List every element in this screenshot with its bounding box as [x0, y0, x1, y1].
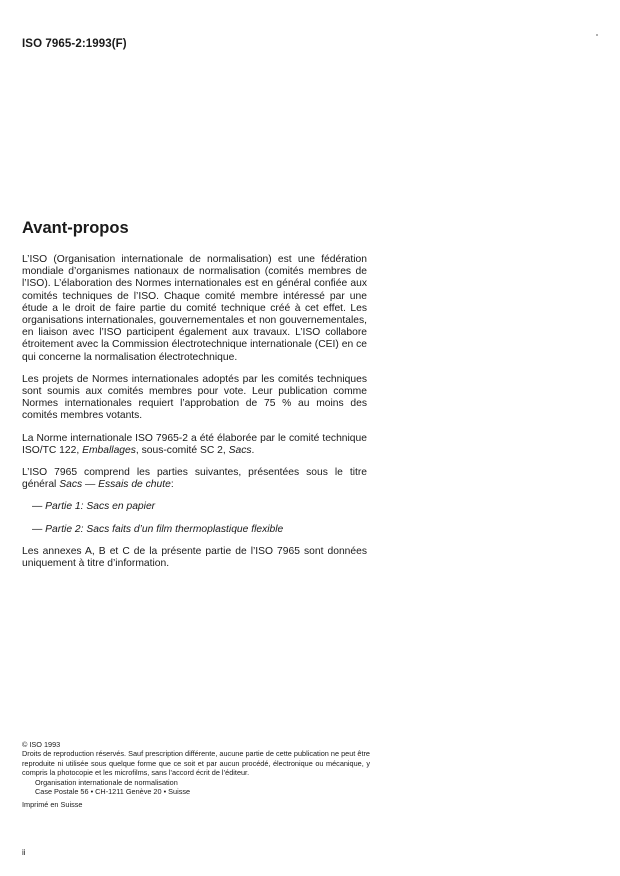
paragraph-draft-standards: Les projets de Normes internationales adoptés par les comités techniques sont soumis aux comités membres pour vote. Leur publication comme Normes internationales requiert l’approbation de 75 % au moins des comités membres votants. [22, 373, 367, 422]
paragraph-technical-committee [22, 433, 367, 457]
copyright-block [22, 740, 370, 810]
page-number: ii [22, 848, 26, 857]
foreword-body [22, 254, 367, 580]
p3-sacs: Sacs [228, 444, 252, 456]
paragraph-annexes: Les annexes A, B et C de la présente partie de l’ISO 7965 sont données uniquement à titre d’information. [22, 545, 367, 570]
list-dash: — [32, 523, 43, 535]
paragraph-iso-organisation: L’ISO (Organisation internationale de normalisation) est une fédération mondiale d’organismes nationaux de normalisation (comités membres de l’ISO). L’élaboration des Normes internationales est en général confiée aux comités techniques de l’ISO. Chaque comité membre intéressé par une étude a le droit de faire partie du comité technique créé à cet effet. Les organisations internationales, gouvernementales et non gouvernementales, en liaison avec l’ISO participent également aux travaux. L’ISO collabore étroitement avec la Commission électrotechnique internationale (CEI) en ce qui concerne la normalisation électrotechnique. [22, 254, 367, 363]
part-2-title: Sacs faits d’un film thermoplastique flexible [86, 523, 284, 535]
p4-general-title: Sacs — Essais de chute [59, 479, 171, 491]
printed-in: Imprimé en Suisse [22, 800, 83, 810]
p3-emballages: Emballages [82, 444, 136, 456]
part-1-title: Sacs en papier [86, 501, 156, 513]
document-id: ISO 7965-2:1993(F) [22, 38, 127, 50]
p3-text-e: . [251, 444, 255, 456]
copyright-notice: Droits de reproduction réservés. Sauf prescription différente, aucune partie de cette publication ne peut être reproduite ni utilisée sous quelque forme que ce soit et par aucun procédé, électronique ou mécanique, y compris la photocopie et les microfilms, sans l’accord écrit de l’éditeur. [22, 749, 370, 778]
organisation-name: Organisation internationale de normalisation [35, 777, 178, 787]
list-dash: — [32, 501, 43, 513]
paragraph-parts-intro [22, 467, 367, 491]
p4-text-a: L’ISO 7965 comprend les parties suivantes, présentées sous le titre général [22, 467, 367, 491]
list-item-part-2 [22, 524, 367, 536]
part-2-prefix: Partie 2: [45, 523, 84, 535]
part-1-prefix: Partie 1: [45, 501, 84, 513]
list-item-part-1 [22, 501, 367, 513]
p3-text-a: La Norme internationale ISO 7965-2 a été élaborée par le comité technique ISO/TC 122, [22, 432, 367, 456]
corner-mark [596, 34, 598, 36]
p4-text-c: : [170, 479, 174, 491]
copyright-line: © ISO 1993 [22, 740, 61, 749]
section-title: Avant-propos [22, 219, 129, 237]
organisation-address: Case Postale 56 • CH-1211 Genève 20 • Suisse [35, 787, 191, 797]
p3-text-c: , sous-comité SC 2, [135, 444, 229, 456]
